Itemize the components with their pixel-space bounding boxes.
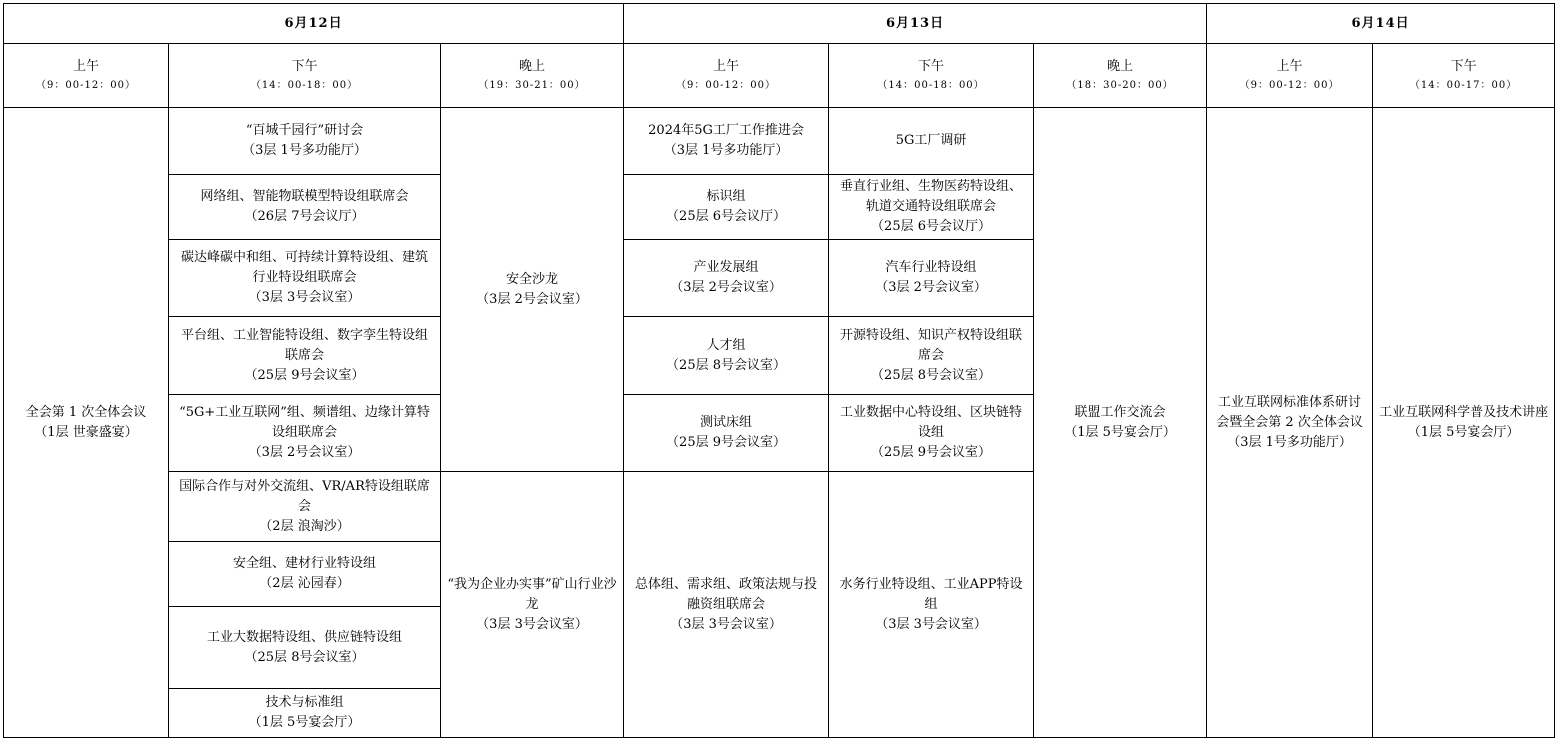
day-header-jun12: 6月12日 [4,4,624,44]
event-room: （25层 9号会议室） [666,435,786,450]
event-room: （25层 8号会议室） [871,367,991,383]
event-room: （3层 1号多功能厅） [663,143,789,158]
event-title: 测试床组 [700,415,753,430]
event-cell [1034,108,1207,738]
event-room: （3层 3号会议室） [670,616,782,632]
event-title: 工业互联网科学普及技术讲座 [1379,404,1549,420]
event-title: 5G工厂调研 [895,133,967,148]
period-name: 下午 [918,58,945,74]
event-cell [169,317,441,395]
period-time: （9：00-12：00） [676,79,776,91]
period-name: 晚上 [1107,58,1134,74]
event-title: 工业大数据特设组、供应链特设组 [206,629,402,645]
event-room: （1层 5号宴会厅） [248,715,361,730]
event-cell [169,689,441,738]
event-room: （1层 5号宴会厅） [1407,424,1520,440]
event-cell [1207,108,1373,738]
event-title: 汽车行业特设组 [885,260,977,275]
event-title: 碳达峰碳中和组、可持续计算特设组、建筑行业特设组联席会 [180,250,428,285]
period-time: （9：00-12：00） [36,79,136,91]
event-cell [829,240,1034,317]
period-header [1034,44,1207,108]
event-title: 国际合作与对外交流组、VR/AR特设组联席会 [179,478,430,514]
event-cell [169,542,441,607]
period-time: （14：00-17：00） [1409,79,1518,91]
event-cell [624,472,829,738]
period-header [624,44,829,108]
period-header [829,44,1034,108]
period-time: （18：30-20：00） [1066,79,1174,91]
day-header-jun14: 6月14日 [1207,4,1555,44]
event-title: 全会第 1 次全体会议 [25,404,147,420]
event-title: 产业发展组 [693,260,759,275]
period-header-row [4,44,1555,108]
period-name: 上午 [1276,58,1303,74]
event-title: 开源特设组、知识产权特设组联席会 [840,327,1023,363]
event-cell [441,108,624,472]
event-cell [624,108,829,175]
event-room: （3层 2号会议室） [248,445,361,460]
event-room: （3层 3号会议室） [476,616,588,632]
event-cell [169,395,441,472]
day-header-jun13: 6月13日 [624,4,1207,44]
event-title: “我为企业办实事”矿山行业沙龙 [447,576,617,612]
event-room: （3层 1号多功能厅） [242,143,367,158]
event-room: （3层 3号会议室） [875,616,987,632]
day-header-row [4,4,1555,44]
event-room: （3层 2号会议室） [476,291,588,307]
event-room: （3层 2号会议室） [670,280,782,295]
event-title: 网络组、智能物联模型特设组联席会 [200,189,409,204]
period-header [169,44,441,108]
period-time: （19：30-21：00） [478,79,586,91]
event-cell [1373,108,1555,738]
event-cell [169,240,441,317]
event-title: 水务行业特设组、工业APP特设组 [839,576,1023,612]
event-room: （25层 9号会议室） [244,367,365,383]
event-room: （25层 6号会议厅） [666,209,786,224]
event-cell [829,317,1034,395]
period-name: 晚上 [519,58,546,74]
event-title: 安全沙龙 [506,271,559,287]
period-name: 上午 [713,58,740,74]
period-time: （14：00-18：00） [877,79,985,91]
event-room: （25层 6号会议厅） [871,219,991,234]
event-room: （25层 8号会议室） [666,357,786,373]
event-title: 标识组 [706,189,746,204]
event-cell [829,175,1034,240]
event-cell [441,472,624,738]
period-time: （9：00-12：00） [1239,79,1340,91]
period-header [441,44,624,108]
event-room: （25层 9号会议室） [871,445,991,460]
event-title: 安全组、建材行业特设组 [232,556,376,571]
event-title: “百城千园行”研讨会 [245,123,364,138]
event-title: 工业互联网标准体系研讨会暨全会第 2 次全体会议 [1216,394,1363,430]
event-cell [624,395,829,472]
schedule-row [4,108,1555,175]
event-room: （1层 世豪盛宴） [34,424,138,440]
event-room: （2层 沁园春） [259,576,350,591]
event-room: （26层 7号会议厅） [244,209,365,224]
event-room: （3层 2号会议室） [875,280,987,295]
event-cell [169,607,441,689]
period-header [1373,44,1555,108]
event-cell [169,175,441,240]
period-time: （14：00-18：00） [250,79,359,91]
period-header [1207,44,1373,108]
period-name: 下午 [291,58,318,74]
period-header [4,44,169,108]
event-room: （3层 1号多功能厅） [1227,434,1352,450]
event-cell [829,395,1034,472]
event-cell [624,240,829,317]
event-cell [169,472,441,542]
conference-schedule-table [3,3,1555,738]
event-room: （25层 8号会议室） [244,649,365,665]
event-title: 联盟工作交流会 [1074,404,1166,420]
event-cell [4,108,169,738]
event-title: 技术与标准组 [265,695,344,710]
event-title: 工业数据中心特设组、区块链特设组 [840,405,1023,440]
event-cell [624,317,829,395]
event-room: （1层 5号宴会厅） [1064,424,1176,440]
event-title: “5G+工业互联网”组、频谱组、边缘计算特设组联席会 [179,405,430,440]
event-title: 2024年5G工厂工作推进会 [648,123,804,138]
event-room: （2层 浪淘沙） [259,518,350,534]
period-name: 下午 [1450,58,1477,74]
event-title: 平台组、工业智能特设组、数字孪生特设组联席会 [180,327,428,363]
event-cell [829,472,1034,738]
event-title: 垂直行业组、生物医药特设组、轨道交通特设组联席会 [840,179,1023,214]
period-name: 上午 [72,58,99,74]
event-cell [829,108,1034,175]
event-room: （3层 3号会议室） [248,290,361,305]
event-cell [169,108,441,175]
event-title: 人才组 [706,337,746,353]
event-cell [624,175,829,240]
event-title: 总体组、需求组、政策法规与投融资组联席会 [635,576,818,612]
